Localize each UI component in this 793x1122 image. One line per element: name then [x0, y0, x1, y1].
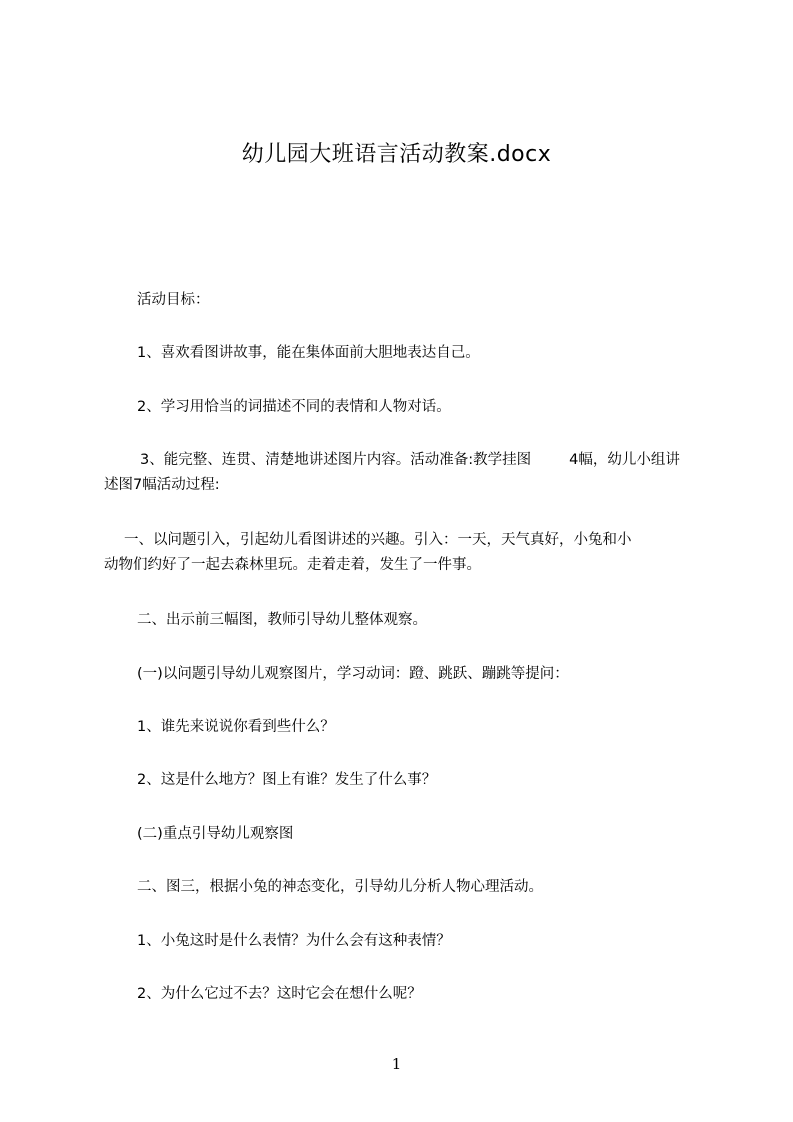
paragraph-goal-1: 1、喜欢看图讲故事，能在集体面前大胆地表达自己。 — [137, 345, 480, 361]
paragraph-question-3: 1、小兔这时是什么表情？为什么会有这种表情？ — [137, 933, 451, 949]
paragraph-question-1: 1、谁先来说说你看到些什么？ — [137, 719, 335, 735]
paragraph-question-2: 2、这是什么地方？图上有谁？发生了什么事？ — [137, 772, 437, 788]
goal-3-continuation: 4幅，幼儿小组讲 — [569, 452, 680, 468]
paragraph-substep-2: (二)重点引导幼儿观察图 — [137, 826, 294, 842]
paragraph-step-1-line-1 — [104, 528, 720, 553]
document-title: 幼儿园大班语言活动教案.docx — [241, 142, 552, 167]
paragraph-activity-goals: 活动目标： — [137, 292, 210, 308]
step-1-text: 一、以问题引入，引起幼儿看图讲述的兴趣。引入：一天，天气真好，小兔和小 — [124, 532, 632, 548]
paragraph-step-2: 二、出示前三幅图，教师引导幼儿整体观察。 — [137, 612, 427, 628]
paragraph-goal-3-line-1 — [104, 448, 720, 473]
paragraph-step-1 — [104, 528, 720, 578]
paragraph-figure-3: 二、图三，根据小兔的神态变化，引导幼儿分析人物心理活动。 — [137, 879, 543, 895]
goal-3-text: 3、能完整、连贯、清楚地讲述图片内容。活动准备:教学挂图 — [140, 452, 532, 468]
paragraph-question-4: 2、为什么它过不去？这时它会在想什么呢？ — [137, 986, 422, 1002]
paragraph-goal-3 — [104, 448, 720, 498]
paragraph-goal-3-line-2: 述图7幅活动过程: — [104, 477, 220, 493]
paragraph-substep-1: (一)以问题引导幼儿观察图片，学习动词：蹬、跳跃、蹦跳等提问： — [137, 666, 569, 682]
paragraph-goal-2: 2、学习用恰当的词描述不同的表情和人物对话。 — [137, 399, 451, 415]
paragraph-step-1-line-2: 动物们约好了一起去森林里玩。走着走着，发生了一件事。 — [104, 557, 481, 573]
page-number: 1 — [391, 1055, 402, 1073]
